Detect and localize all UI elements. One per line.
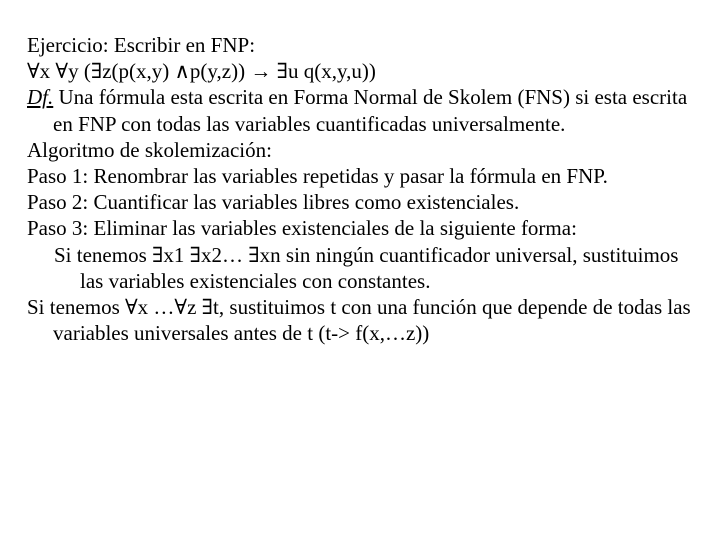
slide-body (27, 32, 707, 346)
definition-text: Una fórmula esta escrita en Forma Normal de Skolem (FNS) si esta escrita en FNP con todas las variables cuantificadas universalmente. (53, 85, 688, 136)
definition-paragraph (27, 84, 707, 136)
step-3: Paso 3: Eliminar las variables existenciales de la siguiente forma: (27, 216, 577, 241)
exercise-heading: Ejercicio: Escribir en FNP: (27, 33, 256, 57)
definition-label: Df. (27, 85, 54, 110)
step-1: Paso 1: Renombrar las variables repetidas y pasar la fórmula en FNP. (27, 164, 608, 189)
exercise-formula: ∀x ∀y (∃z(p(x,y) ∧p(y,z)) → ∃u q(x,y,u)) (27, 59, 376, 84)
step-2: Paso 2: Cuantificar las variables libres como existenciales. (27, 190, 520, 215)
step-3-case-universal: Si tenemos ∀x …∀z ∃t, sustituimos t con una función que depende de todas las variables universales antes de t (t-> f(x,…z)) (27, 295, 691, 346)
step-3-case-existential: Si tenemos ∃x1 ∃x2… ∃xn sin ningún cuantificador universal, sustituimos las variables existenciales con constantes. (54, 242, 679, 293)
algorithm-heading: Algoritmo de skolemización: (27, 137, 272, 162)
